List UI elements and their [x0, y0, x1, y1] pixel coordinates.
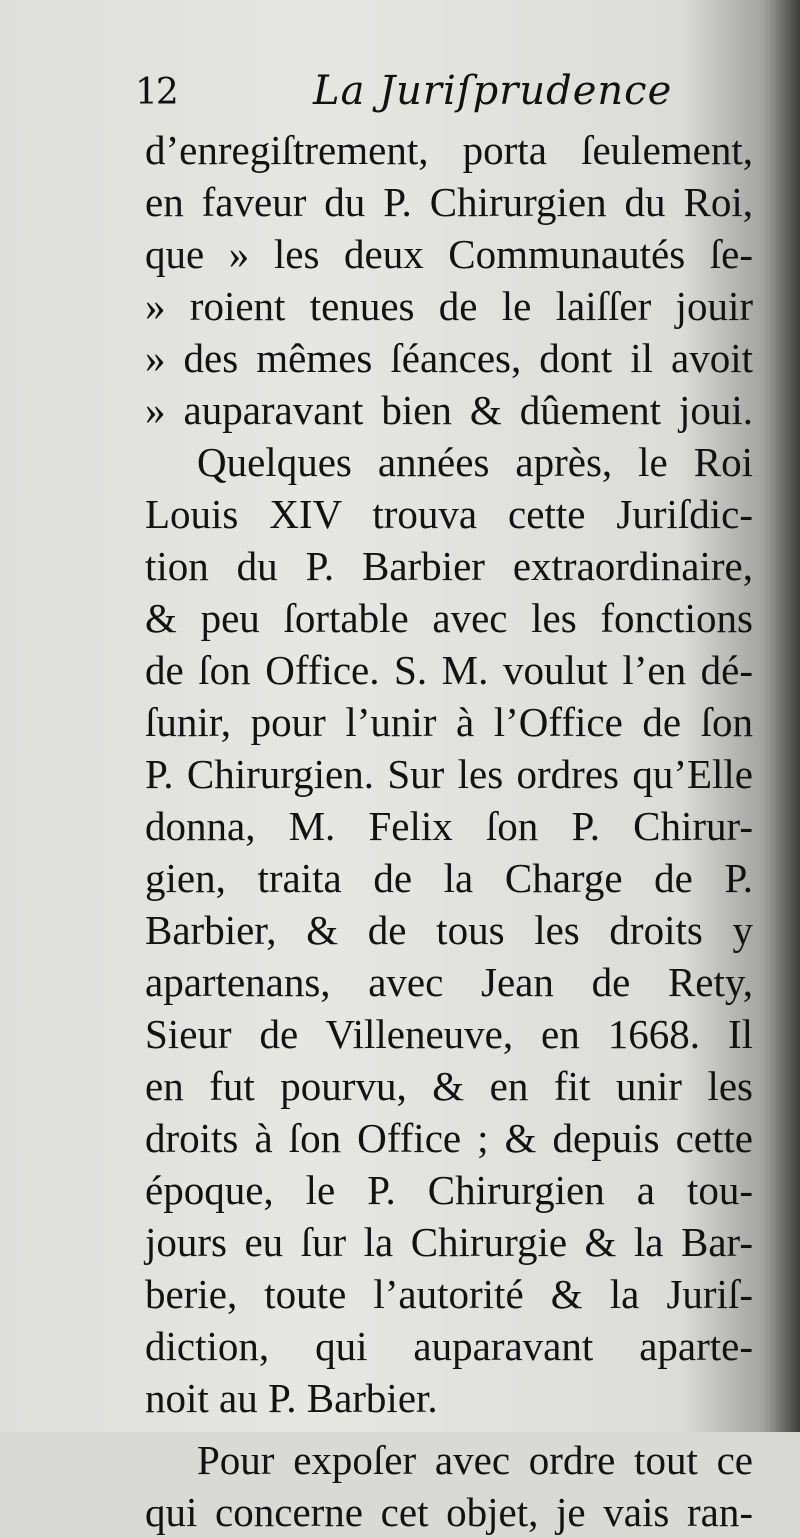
- text-line: berie, toute l’autorité & la Juriſ-: [145, 1271, 753, 1317]
- text-line: diction, qui auparavant aparte-: [145, 1323, 753, 1369]
- text-line: Sieur de Villeneuve, en 1668. Il: [145, 1011, 753, 1057]
- text-line: en faveur du P. Chirurgien du Roi,: [145, 179, 753, 225]
- text-line: » auparavant bien & dûement joui.: [145, 387, 753, 433]
- page-header: [135, 68, 755, 128]
- text-line: tion du P. Barbier extraordinaire,: [145, 543, 753, 589]
- text-line: époque, le P. Chirurgien a tou-: [145, 1167, 753, 1213]
- text-line: Barbier, & de tous les droits y: [145, 907, 753, 953]
- paragraph-start-line: Quelques années après, le Roi: [197, 439, 753, 485]
- body-text: [145, 124, 753, 1538]
- text-line: de ſon Office. S. M. voulut l’en dé-: [145, 647, 753, 693]
- spine-shadow: [762, 0, 800, 1432]
- text-line: Louis XIV trouva cette Juriſdic-: [145, 491, 753, 537]
- paragraph-gap: [145, 1424, 753, 1434]
- text-line: ſunir, pour l’unir à l’Office de ſon: [145, 699, 753, 745]
- text-line: » des mêmes ſéances, dont il avoit: [145, 335, 753, 381]
- text-line: droits à ſon Office ; & depuis cette: [145, 1115, 753, 1161]
- text-line: que » les deux Communautés ſe-: [145, 231, 753, 277]
- text-line: en fut pourvu, & en fit unir les: [145, 1063, 753, 1109]
- text-line: gien, traita de la Charge de P.: [145, 855, 753, 901]
- text-line: qui concerne cet objet, je vais ran-: [145, 1489, 753, 1535]
- running-title: La Juriſprudence: [313, 68, 673, 114]
- paragraph-start-line: Pour expoſer avec ordre tout ce: [197, 1437, 753, 1483]
- text-line: apartenans, avec Jean de Rety,: [145, 959, 753, 1005]
- text-line: & peu ſortable avec les fonctions: [145, 595, 753, 641]
- text-line: d’enregiſtrement, porta ſeulement,: [145, 127, 753, 173]
- page-number: 12: [135, 72, 177, 113]
- text-line: donna, M. Felix ſon P. Chirur-: [145, 803, 753, 849]
- text-line: jours eu ſur la Chirurgie & la Bar-: [145, 1219, 753, 1265]
- text-line: » roient tenues de le laiſſer jouir: [145, 283, 753, 329]
- text-line: noit au P. Barbier.: [145, 1375, 438, 1421]
- text-line: P. Chirurgien. Sur les ordres qu’Elle: [145, 751, 753, 797]
